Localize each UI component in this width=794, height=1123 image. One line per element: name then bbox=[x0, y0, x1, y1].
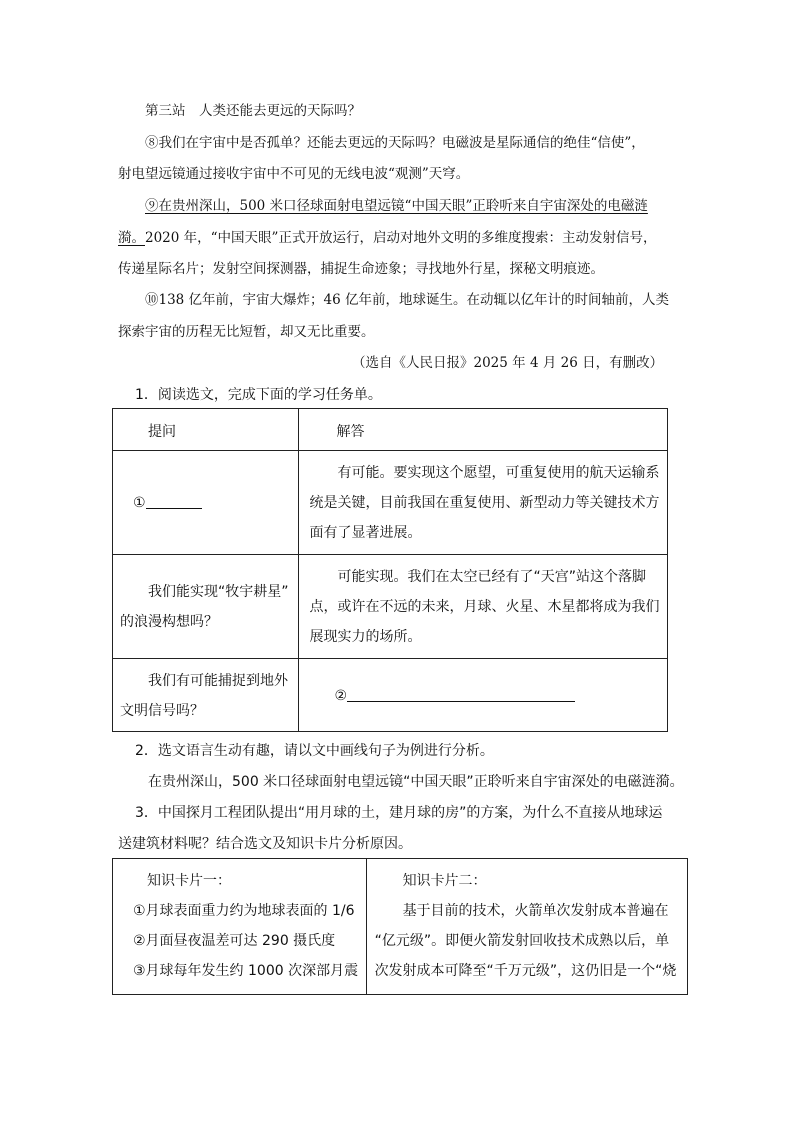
card1-item-3: ③月球每年发生约 1000 次深部月震 bbox=[133, 963, 359, 979]
card2-line-3: 次发射成本可降至“千万元级”，这仍旧是一个“烧 bbox=[374, 963, 677, 979]
card1-title: 知识卡片一： bbox=[147, 873, 231, 889]
source-citation: （选自《人民日报》2025 年 4 月 26 日，有删改） bbox=[352, 355, 664, 371]
paragraph-10-line-1: ⑩138 亿年前，宇宙大爆炸；46 亿年前，地球诞生。在动辄以亿年计的时间轴前，人类 bbox=[145, 292, 670, 308]
row2-answer-cell bbox=[299, 555, 667, 652]
header-question: 提问 bbox=[148, 424, 176, 440]
paragraph-9-line-3: 传递星际名片；发射空间探测器，捕捉生命迹象；寻找地外行星，探秘文明痕迹。 bbox=[118, 261, 604, 277]
question-2-sentence: 在贵州深山，500 米口径球面射电望远镜“中国天眼”正聆听来自宇宙深处的电磁涟漪。 bbox=[148, 774, 684, 790]
row2-question-line-2: 的浪漫构想吗？ bbox=[120, 614, 218, 630]
knowledge-cards bbox=[112, 858, 688, 995]
paragraph-8-line-2: 射电望远镜通过接收宇宙中不可见的无线电波“观测”天穹。 bbox=[118, 166, 470, 182]
paragraph-9-line-2-text: 2020 年，“中国天眼”正式开放运行，启动对地外文明的多维度搜索：主动发射信号， bbox=[145, 230, 657, 246]
row2-answer-line-3: 展现实力的场所。 bbox=[309, 629, 422, 645]
row3-answer-cell bbox=[299, 659, 667, 711]
question-1-prompt: 1．阅读选文，完成下面的学习任务单。 bbox=[135, 387, 382, 403]
knowledge-card-1 bbox=[113, 859, 366, 986]
row1-answer-cell bbox=[299, 451, 667, 548]
row2-answer-line-2: 点，或许在不远的未来，月球、火星、木星都将成为我们 bbox=[309, 599, 660, 615]
card2-line-2: “亿元级”。即便火箭发射回收技术成熟以后，单 bbox=[374, 933, 670, 949]
question-3-prompt-line-2: 送建筑材料呢？结合选文及知识卡片分析原因。 bbox=[118, 836, 412, 852]
row1-question-cell bbox=[113, 451, 298, 518]
card1-item-2: ②月面昼夜温差可达 290 摄氏度 bbox=[133, 933, 336, 949]
question-3-prompt-line-1: 3．中国探月工程团队提出“用月球的土，建月球的房”的方案，为什么不直接从地球运 bbox=[135, 805, 663, 821]
knowledge-card-2 bbox=[367, 859, 687, 986]
row2-answer-line-1: 可能实现。我们在太空已经有了“天宫”站这个落脚 bbox=[337, 569, 646, 585]
answer-blank-1[interactable] bbox=[146, 492, 202, 509]
task-table-row-2 bbox=[113, 555, 668, 659]
card2-title: 知识卡片二： bbox=[402, 873, 487, 889]
row1-answer-line-3: 面有了显著进展。 bbox=[309, 525, 422, 541]
task-table-row-3 bbox=[113, 659, 668, 732]
row1-answer-line-2: 统是关键，目前我国在重复使用、新型动力等关键技术方 bbox=[309, 495, 660, 511]
card2-line-1: 基于目前的技术，火箭单次发射成本普遍在 bbox=[402, 903, 669, 919]
row3-answer-mark: ② bbox=[334, 688, 348, 704]
paragraph-10-line-2: 探索宇宙的历程无比短暂，却又无比重要。 bbox=[118, 324, 375, 340]
row2-question-line-1: 我们能实现“牧宇耕星” bbox=[148, 584, 289, 600]
paragraph-9-line-2 bbox=[118, 228, 656, 248]
paragraph-9-line-1-underlined: ⑨在贵州深山，500 米口径球面射电望远镜“中国天眼”正聆听来自宇宙深处的电磁涟 bbox=[145, 198, 648, 214]
card1-item-1: ①月球表面重力约为地球表面的 1/6 bbox=[133, 903, 355, 919]
row1-answer-line-1: 有可能。要实现这个愿望，可重复使用的航天运输系 bbox=[337, 465, 660, 481]
row1-question-mark: ① bbox=[133, 495, 146, 511]
task-table-header-row bbox=[113, 409, 668, 451]
answer-blank-2[interactable] bbox=[347, 685, 575, 702]
row3-question-cell bbox=[113, 659, 298, 726]
question-2-prompt: 2．选文语言生动有趣，请以文中画线句子为例进行分析。 bbox=[135, 743, 494, 759]
row3-question-line-2: 文明信号吗？ bbox=[120, 703, 204, 719]
row3-question-line-1: 我们有可能捕捉到地外 bbox=[148, 673, 288, 689]
station-heading: 第三站 人类还能去更远的天际吗？ bbox=[145, 103, 361, 119]
task-table-row-1 bbox=[113, 451, 668, 555]
underlined-sentence-end: 漪。 bbox=[118, 230, 145, 246]
task-table bbox=[112, 408, 668, 732]
row2-question-cell bbox=[113, 555, 298, 637]
paragraph-8-line-1: ⑧我们在宇宙中是否孤单？还能去更远的天际吗？电磁波是星际通信的绝佳“信使”， bbox=[145, 135, 645, 151]
header-answer: 解答 bbox=[336, 424, 365, 440]
